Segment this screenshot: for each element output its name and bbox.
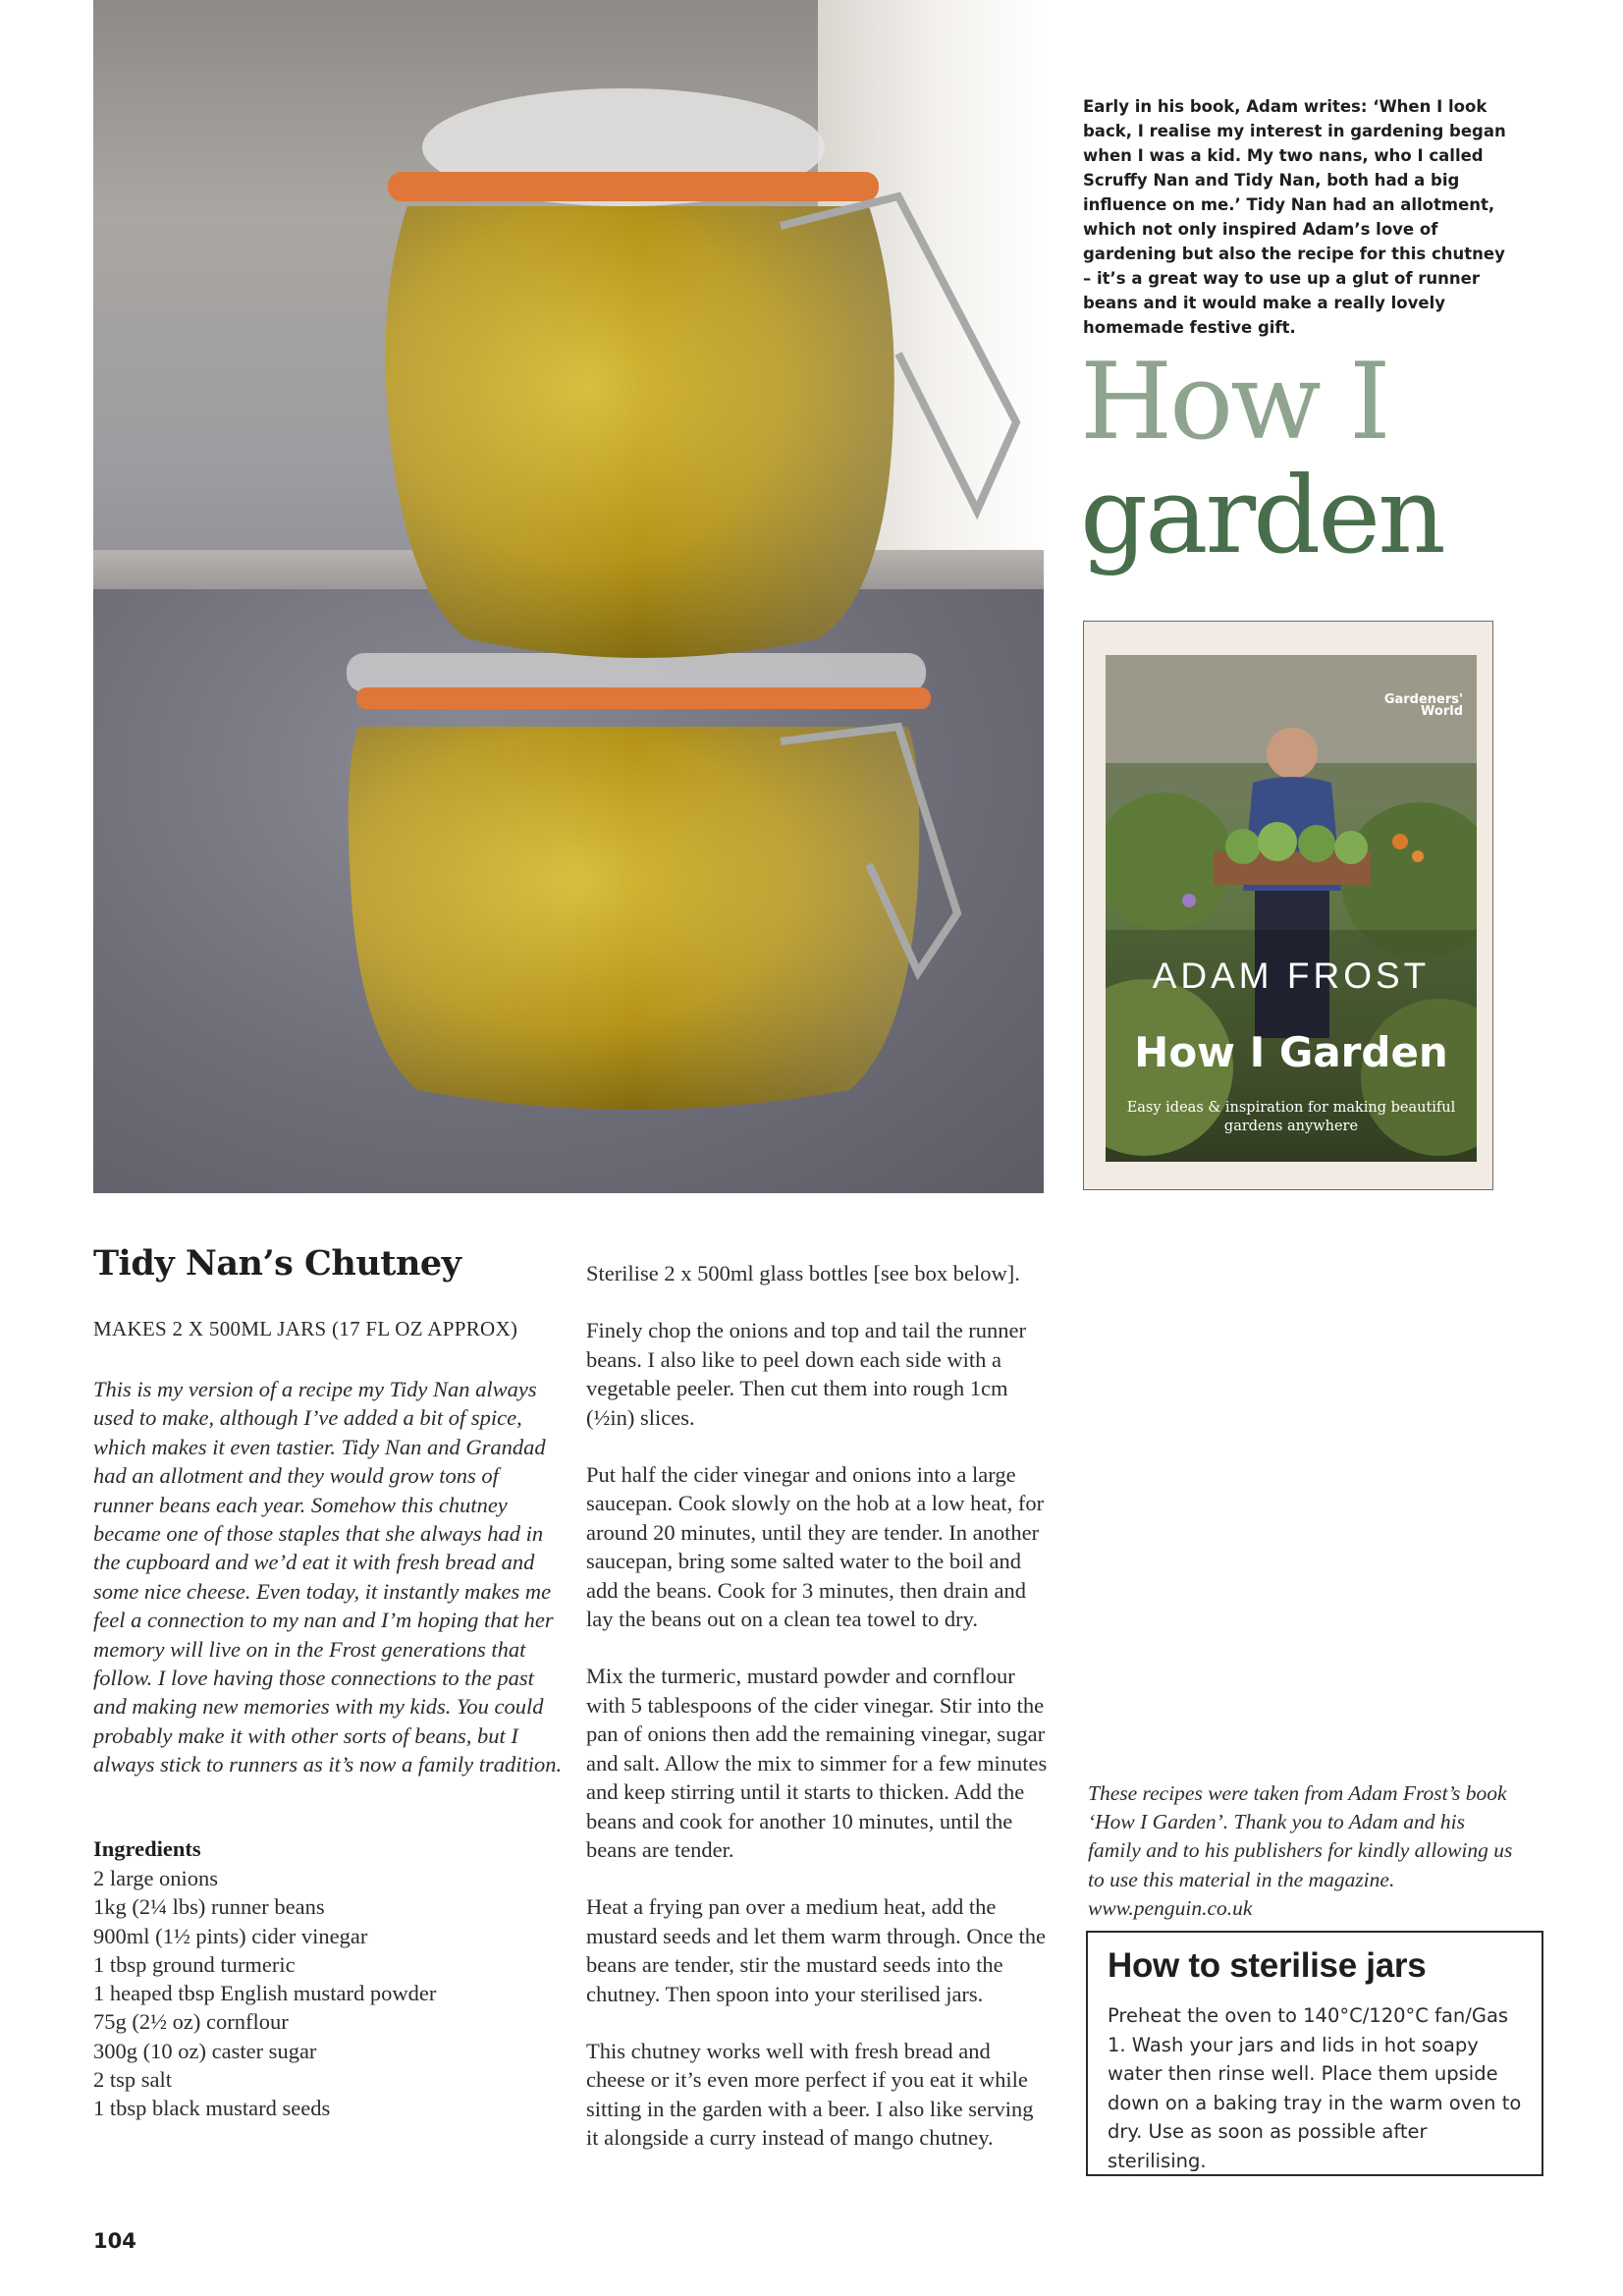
book-tagline: Easy ideas & inspiration for making beautiful gardens anywhere <box>1126 1100 1456 1134</box>
gardeners-world-logo <box>1365 694 1463 718</box>
ingredient-item: 2 large onions <box>93 1866 219 1890</box>
ingredient-item: 75g (2½ oz) cornflour <box>93 2009 289 2035</box>
recipe-yield: MAKES 2 X 500ML JARS (17 FL OZ APPROX) <box>93 1317 518 1340</box>
ingredient-item: 1 tbsp black mustard seeds <box>93 2096 331 2121</box>
feature-title <box>1080 341 1571 577</box>
sterilise-jars-box <box>1086 1931 1543 2176</box>
method-step: Sterilise 2 x 500ml glass bottles [see box below]. <box>586 1261 1020 1285</box>
book-cover-frame <box>1083 621 1493 1190</box>
sterilise-box-body: Preheat the oven to 140°C/120°C fan/Gas 1. Wash your jars and lids in hot soapy water then rinse well. Place them upside down on a baking tray in the warm oven to dry. Use as soon as possible after sterilising. <box>1108 2004 1522 2172</box>
method-steps <box>586 1259 1050 2181</box>
sterilise-box-title: How to sterilise jars <box>1108 1946 1427 1985</box>
recipe-title: Tidy Nan’s Chutney <box>93 1243 461 1284</box>
upper-jar <box>386 88 1017 658</box>
brand-line-1: Gardeners' <box>1383 692 1463 707</box>
method-step: Heat a frying pan over a medium heat, add the mustard seeds and let them warm through. Once the beans are tender, stir the mustard seeds into the chutney. Then spoon into your sterilised jars. <box>586 1894 1046 2006</box>
method-step: Finely chop the onions and top and tail the runner beans. I also like to peel down each side with a vegetable peeler. Then cut them into rough 1cm (½in) slices. <box>586 1318 1027 1430</box>
jars-illustration <box>93 0 1044 1193</box>
ingredient-item: 1kg (2¼ lbs) runner beans <box>93 1894 325 1920</box>
book-author: ADAM FROST <box>1152 956 1431 996</box>
ingredients-list <box>93 1864 436 2123</box>
ingredient-item: 2 tsp salt <box>93 2067 173 2093</box>
lower-jar <box>347 653 957 1110</box>
feature-title-line-1: How I <box>1080 341 1388 464</box>
book-cover <box>1106 655 1477 1162</box>
cover-photo-illustration <box>1106 655 1477 1162</box>
ingredient-item: 1 tbsp ground turmeric <box>93 1951 296 1977</box>
page-number: 104 <box>93 2229 136 2253</box>
intro-paragraph: Early in his book, Adam writes: ‘When I look back, I realise my interest in gardening began when I was a kid. My two nans, who I called Scruffy Nan and Tidy Nan, both had a big influence on me.’ Tidy Nan had an allotment, which not only inspired Adam’s love of gardening but also the recipe for this chutney – it’s a great way to use up a glut of runner beans and it would make a really lovely homemade festive gift. <box>1083 97 1506 337</box>
method-step: Mix the turmeric, mustard powder and cornflour with 5 tablespoons of the cider vinegar. Stir into the pan of onions then add the remaining vinegar, sugar and salt. Allow the mix to simmer for a few minutes and keep stirring until it starts to thicken. Add the beans and cook for another 10 minutes, until the beans are tender. <box>586 1664 1048 1862</box>
ingredient-item: 900ml (1½ pints) cider vinegar <box>93 1923 368 1948</box>
method-step: Put half the cider vinegar and onions into a large saucepan. Cook slowly on the hob at a low heat, for around 20 minutes, until they are tender. In another saucepan, bring some salted water to the boil and add the beans. Cook for 3 minutes, then drain and lay the beans out on a clean tea towel to dry. <box>586 1462 1045 1632</box>
chutney-jars-photo <box>93 0 1044 1193</box>
method-step: This chutney works well with fresh bread and cheese or it’s even more perfect if you eat it while sitting in the garden with a beer. I also like serving it alongside a curry instead of mango chutney. <box>586 2038 1034 2151</box>
recipe-intro-story: This is my version of a recipe my Tidy Nan always used to make, although I’ve added a bit of spice, which makes it even tastier. Tidy Nan and Grandad had an allotment and they would grow tons of runner beans each year. Somehow this chutney became one of those staples that she always had in the cupboard and we’d eat it with fresh bread and some nice cheese. Even today, it instantly makes me feel a connection to my nan and I’m hoping that her memory will live on in the Frost generations that follow. I love having those connections to the past and making new memories with my kids. You could probably make it with other sorts of beans, but I always stick to runners as it’s now a family tradition. <box>93 1377 563 1777</box>
brand-line-2: World <box>1421 704 1463 719</box>
ingredient-item: 300g (10 oz) caster sugar <box>93 2038 317 2063</box>
book-title: How I Garden <box>1134 1028 1448 1076</box>
recipe-credit: These recipes were taken from Adam Frost’s book ‘How I Garden’. Thank you to Adam and his family and to his publishers for kindly allowing us to use this material in the magazine. www.penguin.co.uk <box>1088 1781 1513 1920</box>
feature-title-line-2: garden <box>1080 455 1443 577</box>
ingredients-heading: Ingredients <box>93 1836 201 1861</box>
ingredient-item: 1 heaped tbsp English mustard powder <box>93 1981 437 2006</box>
